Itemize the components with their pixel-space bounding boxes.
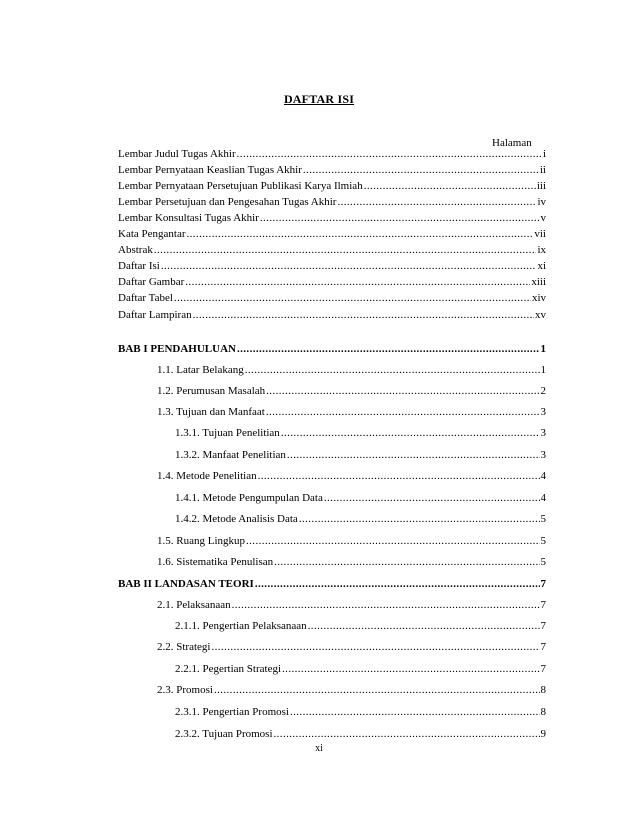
toc-entry-page: ix xyxy=(537,244,546,256)
toc-entry-page: ii xyxy=(539,164,546,176)
toc-entry xyxy=(118,211,546,225)
toc-entry-label: 1.6. Sistematika Penulisan xyxy=(157,556,274,568)
toc-leader-dots xyxy=(324,491,540,505)
toc-leader-dots xyxy=(187,227,534,241)
toc-entry-label: 1.4.1. Metode Pengumpulan Data xyxy=(175,492,323,504)
toc-entry-page: xiv xyxy=(531,292,546,304)
toc-entry xyxy=(157,405,546,419)
toc-entry-page: i xyxy=(542,148,546,160)
toc-leader-dots xyxy=(161,259,537,273)
toc-entry-label: Daftar Isi xyxy=(118,260,160,272)
toc-entry-label: Lembar Pernyataan Keaslian Tugas Akhir xyxy=(118,164,302,176)
toc-entry-label: 1.4.2. Metode Analisis Data xyxy=(175,513,298,525)
toc-entry-label: 2.3. Promosi xyxy=(157,684,213,696)
toc-leader-dots xyxy=(174,291,531,305)
toc-entry xyxy=(175,512,546,526)
toc-entry xyxy=(118,227,546,241)
toc-entry-label: 2.2.1. Pegertian Strategi xyxy=(175,663,282,675)
toc-entry-page: v xyxy=(540,212,546,224)
toc-entry-label: Lembar Persetujuan dan Pengesahan Tugas Akhir xyxy=(118,196,337,208)
toc-entry-label: BAB II LANDASAN TEORI xyxy=(118,578,254,590)
toc-leader-dots xyxy=(255,577,540,591)
toc-entry-label: 2.1.1. Pengertian Pelaksanaan xyxy=(175,620,307,632)
halaman-label: Halaman xyxy=(492,137,532,149)
toc-entry-page: xi xyxy=(537,260,546,272)
toc-leader-dots xyxy=(246,534,540,548)
toc-entry xyxy=(118,179,546,193)
toc-leader-dots xyxy=(232,598,540,612)
toc-entry-page: 3 xyxy=(540,406,546,418)
toc-entry-page: 1 xyxy=(540,364,546,376)
toc-leader-dots xyxy=(303,163,539,177)
page-number: xi xyxy=(315,743,323,754)
toc-entry-page: 7 xyxy=(540,641,546,653)
toc-entry-label: 2.1. Pelaksanaan xyxy=(157,599,231,611)
toc-entry-label: 1.1. Latar Belakang xyxy=(157,364,244,376)
toc-entry xyxy=(157,384,546,398)
toc-entry xyxy=(175,426,546,440)
toc-leader-dots xyxy=(266,405,540,419)
toc-leader-dots xyxy=(274,727,540,741)
toc-entry xyxy=(175,727,546,741)
toc-leader-dots xyxy=(266,384,539,398)
toc-leader-dots xyxy=(260,211,540,225)
toc-leader-dots xyxy=(364,179,536,193)
toc-entry xyxy=(118,577,546,591)
toc-leader-dots xyxy=(245,363,540,377)
toc-entry-page: vii xyxy=(534,228,546,240)
toc-entry xyxy=(175,619,546,633)
toc-entry xyxy=(118,291,546,305)
toc-entry-page: iii xyxy=(536,180,546,192)
toc-entry-label: 1.4. Metode Penelitian xyxy=(157,470,257,482)
toc-leader-dots xyxy=(282,662,539,676)
toc-entry-label: Daftar Gambar xyxy=(118,276,185,288)
toc-entry-label: BAB I PENDAHULUAN xyxy=(118,343,236,355)
toc-leader-dots xyxy=(237,342,540,356)
toc-entry xyxy=(118,259,546,273)
toc-entry-page: xiii xyxy=(531,276,546,288)
toc-entry xyxy=(175,705,546,719)
toc-leader-dots xyxy=(193,308,534,322)
toc-entry-label: 1.3. Tujuan dan Manfaat xyxy=(157,406,265,418)
toc-leader-dots xyxy=(258,469,540,483)
toc-entry-page: 5 xyxy=(540,535,546,547)
toc-entry xyxy=(175,448,546,462)
toc-entry xyxy=(157,555,546,569)
toc-leader-dots xyxy=(290,705,540,719)
toc-entry-page: 8 xyxy=(540,706,546,718)
toc-leader-dots xyxy=(299,512,540,526)
toc-entry-label: Abstrak xyxy=(118,244,153,256)
toc-leader-dots xyxy=(185,275,530,289)
toc-entry-label: Lembar Pernyataan Persetujuan Publikasi Karya Ilmiah xyxy=(118,180,363,192)
toc-entry xyxy=(118,147,546,161)
toc-entry xyxy=(118,243,546,257)
toc-entry xyxy=(118,342,546,356)
toc-entry-label: 2.3.1. Pengertian Promosi xyxy=(175,706,289,718)
toc-entry xyxy=(157,469,546,483)
toc-entry-page: iv xyxy=(537,196,546,208)
toc-leader-dots xyxy=(214,683,540,697)
toc-entry-label: 1.2. Perumusan Masalah xyxy=(157,385,266,397)
toc-leader-dots xyxy=(308,619,540,633)
toc-entry-label: Kata Pengantar xyxy=(118,228,186,240)
toc-leader-dots xyxy=(154,243,537,257)
toc-entry-label: 1.3.1. Tujuan Penelitian xyxy=(175,427,280,439)
toc-entry-page: 5 xyxy=(540,556,546,568)
toc-entry-label: 1.3.2. Manfaat Penelitian xyxy=(175,449,286,461)
toc-leader-dots xyxy=(237,147,542,161)
toc-entry-page: 7 xyxy=(540,620,546,632)
toc-entry-page: 4 xyxy=(540,470,546,482)
toc-entry-page: 8 xyxy=(540,684,546,696)
page-title: DAFTAR ISI xyxy=(283,92,355,106)
toc-entry xyxy=(157,683,546,697)
toc-leader-dots xyxy=(281,426,540,440)
toc-entry xyxy=(157,534,546,548)
toc-entry-label: Daftar Tabel xyxy=(118,292,173,304)
toc-entry xyxy=(175,662,546,676)
toc-leader-dots xyxy=(274,555,539,569)
toc-leader-dots xyxy=(337,195,536,209)
toc-entry-page: 3 xyxy=(540,427,546,439)
toc-entry xyxy=(118,195,546,209)
toc-entry-page: 1 xyxy=(540,343,546,355)
toc-entry-page: 5 xyxy=(540,513,546,525)
toc-entry-page: 9 xyxy=(540,728,546,740)
toc-entry-page: 7 xyxy=(540,599,546,611)
toc-entry-label: Lembar Konsultasi Tugas Akhir xyxy=(118,212,259,224)
toc-leader-dots xyxy=(211,640,539,654)
toc-entry-page: 7 xyxy=(540,663,546,675)
toc-entry xyxy=(118,308,546,322)
toc-entry xyxy=(157,598,546,612)
toc-entry xyxy=(157,363,546,377)
toc-entry-page: 7 xyxy=(540,578,546,590)
toc-leader-dots xyxy=(287,448,540,462)
toc-entry-page: xv xyxy=(535,309,546,321)
toc-entry-label: 2.2. Strategi xyxy=(157,641,211,653)
toc-entry xyxy=(118,163,546,177)
toc-entry-page: 2 xyxy=(540,385,546,397)
toc-entry-label: Daftar Lampiran xyxy=(118,309,192,321)
toc-entry-page: 3 xyxy=(540,449,546,461)
toc-entry-label: Lembar Judul Tugas Akhir xyxy=(118,148,236,160)
toc-entry-label: 2.3.2. Tujuan Promosi xyxy=(175,728,273,740)
toc-entry xyxy=(157,640,546,654)
toc-entry-page: 4 xyxy=(540,492,546,504)
toc-entry-label: 1.5. Ruang Lingkup xyxy=(157,535,245,547)
toc-entry xyxy=(118,275,546,289)
toc-entry xyxy=(175,491,546,505)
